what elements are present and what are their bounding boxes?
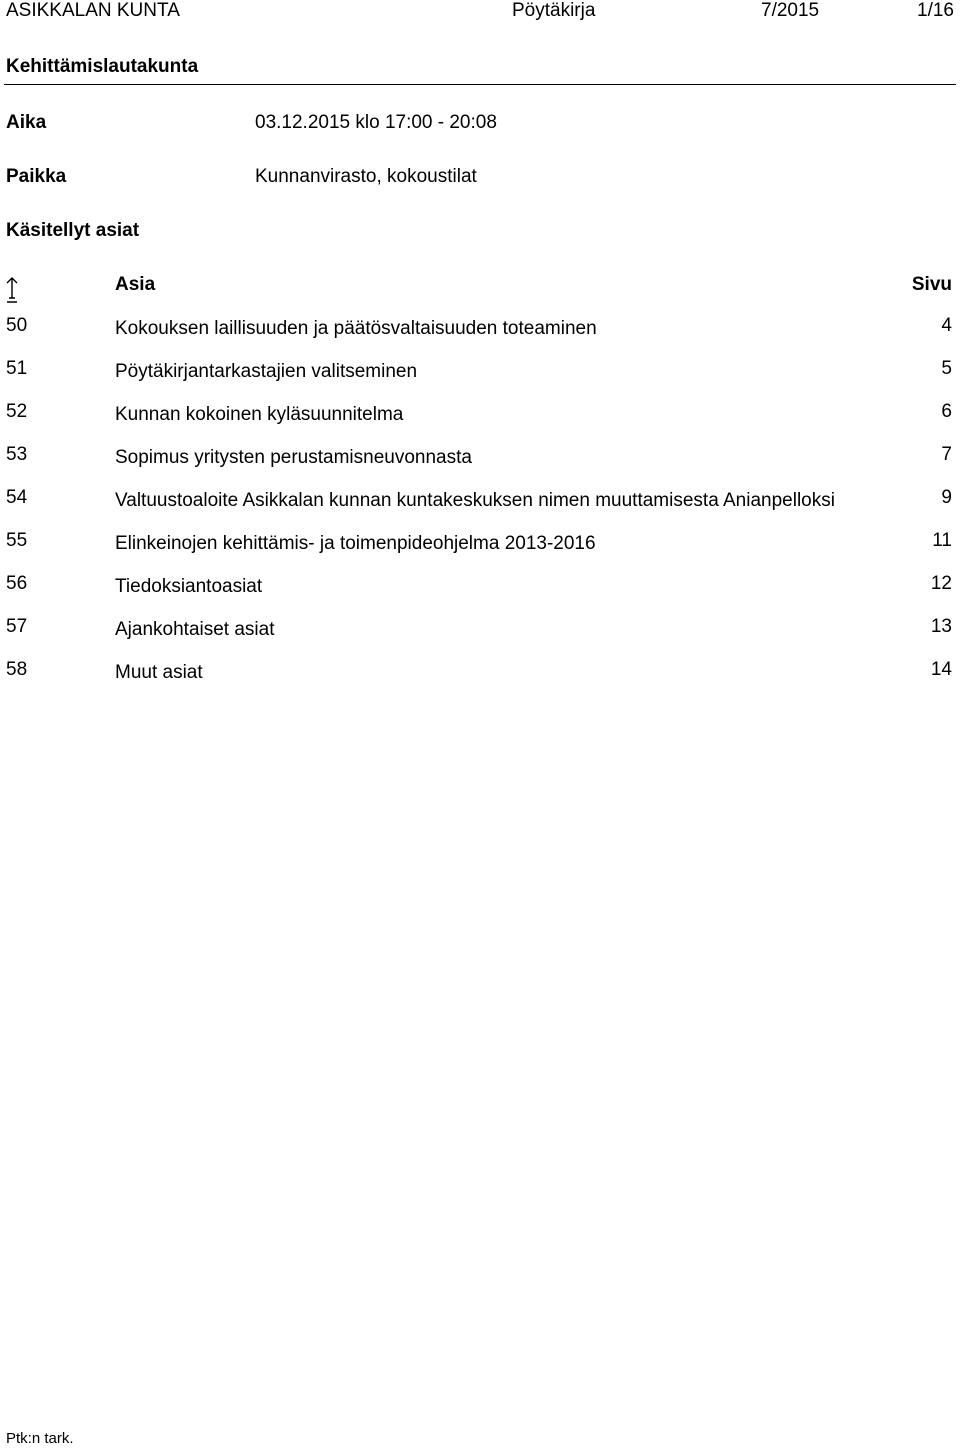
page-number: 1/16 [917,0,954,21]
agenda-item-title: Ajankohtaiset asiat [115,619,275,640]
agenda-item [0,573,960,600]
agenda-item-page: 4 [941,315,952,336]
footer-initials-note: Ptk:n tark. [6,1430,74,1447]
agenda-item-number: 50 [6,315,28,336]
agenda-item-title: Kokouksen laillisuuden ja päätösvaltaisuuden toteaminen [115,318,597,339]
agenda-item [0,487,960,514]
agenda-item-title: Sopimus yritysten perustamisneuvonnasta [115,447,472,468]
agenda-item-title: Elinkeinojen kehittämis- ja toimenpideohjelma 2013-2016 [115,533,596,554]
agenda-item-number: 56 [6,573,28,594]
agenda-item-number: 53 [6,444,28,465]
agenda-item-title: Tiedoksiantoasiat [115,576,263,597]
document-header [0,0,960,30]
agenda-item-number: 51 [6,358,28,379]
committee-name: Kehittämislautakunta [6,56,199,77]
agenda-item [0,358,960,385]
agenda-item [0,315,960,342]
agenda-item [0,659,960,686]
agenda-item [0,530,960,557]
agenda-title: Käsitellyt asiat [6,220,140,241]
topic-column-header: Asia [115,274,156,295]
agenda-item-page: 14 [930,659,952,680]
agenda-item-page: 11 [932,530,952,551]
agenda-item-page: 7 [941,444,952,465]
header-divider [4,84,956,85]
agenda-item [0,616,960,643]
agenda-item-title: Valtuustoaloite Asikkalan kunnan kuntakeskuksen nimen muuttamisesta Anianpelloksi [115,490,835,511]
organization-name: ASIKKALAN KUNTA [6,0,180,21]
agenda-item-page: 9 [941,487,952,508]
agenda-item-title: Kunnan kokoinen kyläsuunnitelma [115,404,404,425]
agenda-item [0,401,960,428]
agenda-item-number: 54 [6,487,28,508]
agenda-item [0,444,960,471]
agenda-item-page: 12 [930,573,952,594]
agenda-item-title: Muut asiat [115,662,203,683]
agenda-item-title: Pöytäkirjantarkastajien valitseminen [115,361,418,382]
agenda-item-number: 55 [6,530,28,551]
time-label: Aika [6,112,47,133]
anchor-mark-icon [5,276,19,304]
agenda-item-number: 52 [6,401,28,422]
page-column-header: Sivu [911,274,952,295]
meeting-number: 7/2015 [761,0,820,21]
agenda-item-number: 57 [6,616,28,637]
agenda-item-number: 58 [6,659,28,680]
agenda-item-page: 5 [941,358,952,379]
agenda-item-page: 6 [941,401,952,422]
agenda-item-page: 13 [930,616,952,637]
document-type: Pöytäkirja [512,0,596,21]
place-label: Paikka [6,166,67,187]
agenda-list [0,315,960,702]
place-value: Kunnanvirasto, kokoustilat [255,166,477,187]
time-value: 03.12.2015 klo 17:00 - 20:08 [255,112,497,133]
